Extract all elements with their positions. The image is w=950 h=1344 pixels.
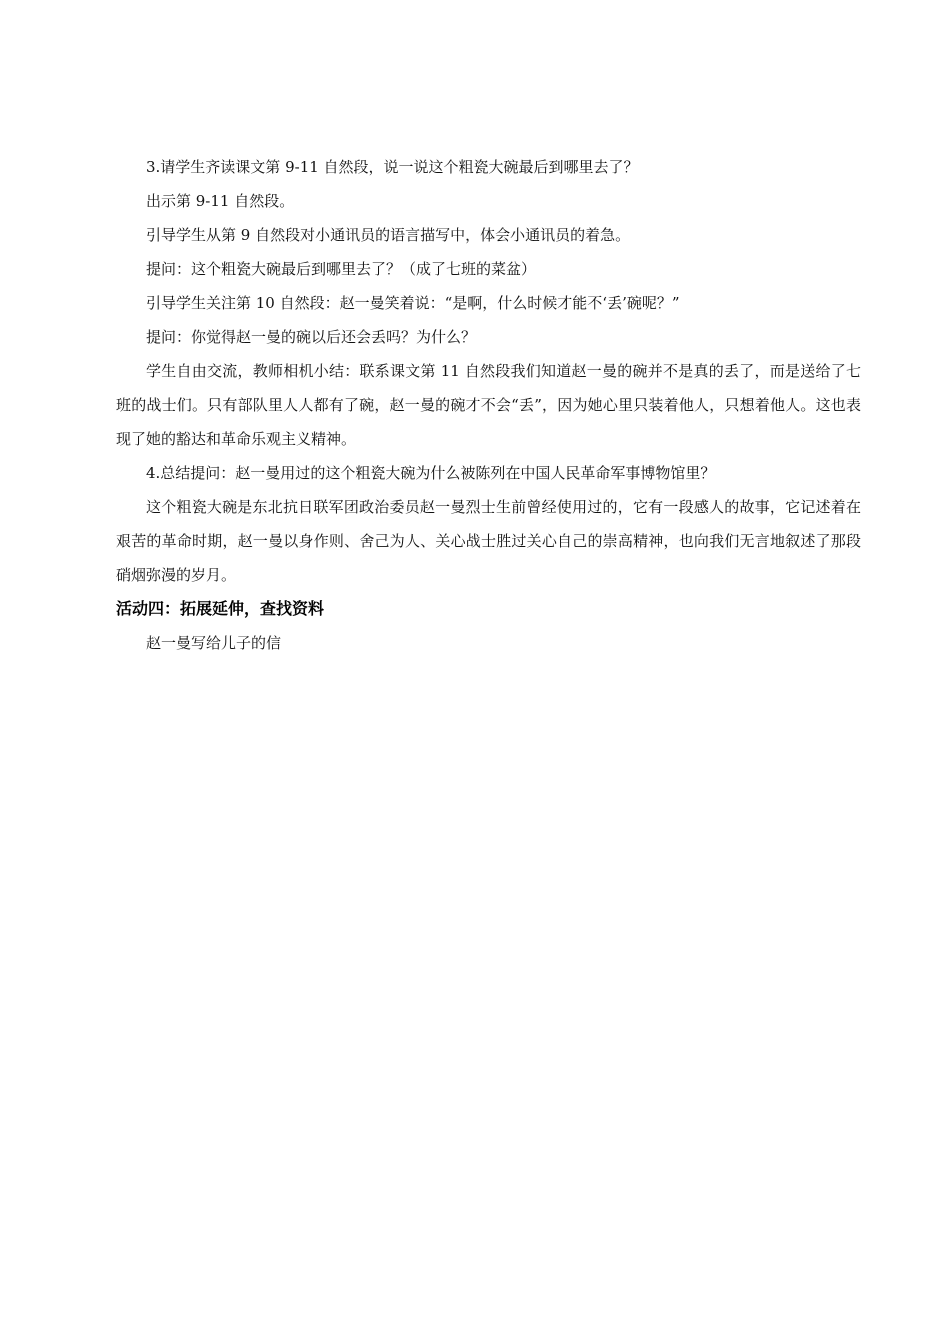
activity-text: 赵一曼写给儿子的信 — [146, 634, 282, 652]
document-body — [116, 150, 861, 660]
paragraph-show-sections: 出示第 9-11 自然段。 — [146, 192, 295, 210]
paragraph-bowl-story: 这个粗瓷大碗是东北抗日联军团政治委员赵一曼烈士生前曾经使用过的，它有一段感人的故事，它记述着在艰苦的革命时期，赵一曼以身作则、舍己为人、关心战士胜过关心自己的崇高精神，也向我们无言地叙述了那段硝烟弥漫的岁月。 — [116, 498, 861, 584]
paragraph-question-4: 4.总结提问：赵一曼用过的这个粗瓷大碗为什么被陈列在中国人民革命军事博物馆里？ — [146, 464, 716, 482]
paragraph-question-lost: 提问：你觉得赵一曼的碗以后还会丢吗？为什么？ — [146, 328, 477, 346]
paragraph-guide-section-9: 引导学生从第 9 自然段对小通讯员的语言描写中，体会小通讯员的着急。 — [146, 226, 631, 244]
paragraph-guide-section-10: 引导学生关注第 10 自然段：赵一曼笑着说：“是啊，什么时候才能不‘丢’碗呢？” — [146, 294, 680, 312]
paragraph-question-3: 3.请学生齐读课文第 9-11 自然段，说一说这个粗瓷大碗最后到哪里去了？ — [146, 158, 639, 176]
paragraph-question-bowl: 提问：这个粗瓷大碗最后到哪里去了？（成了七班的菜盆） — [146, 260, 537, 278]
activity-heading: 活动四：拓展延伸，查找资料 — [116, 599, 325, 618]
paragraph-summary: 学生自由交流，教师相机小结：联系课文第 11 自然段我们知道赵一曼的碗并不是真的丢了，而是送给了七班的战士们。只有部队里人人都有了碗，赵一曼的碗才不会“丢”，因为她心里只装着他人，只想着他人。这也表现了她的豁达和革命乐观主义精神。 — [116, 362, 861, 448]
